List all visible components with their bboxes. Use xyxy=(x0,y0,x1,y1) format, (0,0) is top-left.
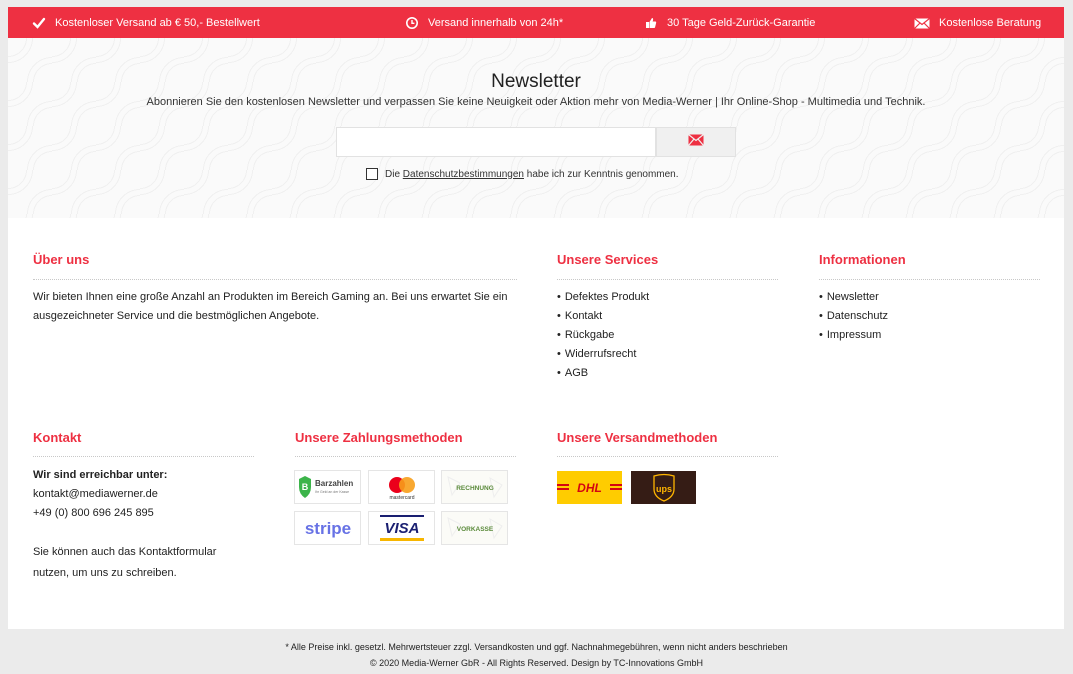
stripe-logo xyxy=(294,511,361,545)
services-list xyxy=(557,288,649,383)
copyright: © 2020 Media-Werner GbR - All Rights Reserved. Design by TC-Innovations GmbH xyxy=(370,658,703,668)
legal-footer xyxy=(0,629,1073,674)
usp-free-shipping-text: Kostenloser Versand ab € 50,- Bestellwert xyxy=(55,16,260,29)
contact-phone[interactable]: +49 (0) 800 696 245 895 xyxy=(33,507,154,519)
consent-checkbox[interactable] xyxy=(366,168,378,180)
envelope-icon xyxy=(914,16,930,30)
clock-icon xyxy=(405,16,419,30)
visa-logo xyxy=(368,511,435,545)
shipping-divider xyxy=(557,456,778,457)
about-heading: Über uns xyxy=(33,252,90,267)
privacy-policy-link[interactable]: Datenschutzbestimmungen xyxy=(402,168,524,180)
thumbs-up-icon xyxy=(644,16,658,30)
svg-text:B: B xyxy=(301,482,308,492)
dhl-logo xyxy=(557,471,622,504)
svg-text:VORKASSE: VORKASSE xyxy=(456,526,493,533)
consent-suffix: habe ich zur Kenntnis genommen. xyxy=(526,168,679,180)
svg-text:VISA: VISA xyxy=(383,520,420,537)
payment-heading: Unsere Zahlungsmethoden xyxy=(295,430,463,445)
legal-vat-note: * Alle Preise inkl. gesetzl. Mehrwertsteuer zzgl. Versandkosten und ggf. Nachnahmegebühren, wenn nicht anders beschrieben xyxy=(285,642,788,652)
usp-free-advice-text: Kostenlose Beratung xyxy=(939,16,1042,29)
page xyxy=(8,7,1064,629)
barzahlen-logo xyxy=(294,470,361,504)
newsletter-email-input[interactable] xyxy=(336,127,656,157)
info-heading: Informationen xyxy=(819,252,906,267)
usp-bar xyxy=(8,7,1064,38)
svg-text:ups: ups xyxy=(655,483,672,494)
usp-shipping-24h-text: Versand innerhalb von 24h* xyxy=(428,16,564,29)
services-item-withdrawal[interactable]: • Widerrufsrecht xyxy=(557,345,649,364)
usp-money-back-text: 30 Tage Geld-Zurück-Garantie xyxy=(667,16,816,29)
ups-logo xyxy=(631,471,696,504)
vorkasse-logo xyxy=(441,511,508,545)
services-item-return[interactable]: • Rückgabe xyxy=(557,326,649,345)
contact-heading: Kontakt xyxy=(33,430,82,445)
svg-text:DHL: DHL xyxy=(577,481,602,495)
newsletter-section xyxy=(8,38,1064,218)
info-item-newsletter[interactable]: • Newsletter xyxy=(819,288,888,307)
about-divider xyxy=(33,279,517,280)
services-divider xyxy=(557,279,778,280)
contact-note: Sie können auch das Kontaktformular nutzen, um uns zu schreiben. xyxy=(33,546,217,579)
envelope-icon xyxy=(688,133,704,151)
services-item-terms[interactable]: • AGB xyxy=(557,364,649,383)
info-item-imprint[interactable]: • Impressum xyxy=(819,326,888,345)
usp-free-advice xyxy=(914,7,1041,38)
info-divider xyxy=(819,279,1040,280)
usp-free-shipping xyxy=(32,7,260,38)
about-text: Wir bieten Ihnen eine große Anzahl an Produkten im Bereich Gaming an. Bei uns erwartet Sie ein ausgezeichneter Service und die bestmöglichen Angebote. xyxy=(33,291,508,322)
newsletter-consent xyxy=(366,168,679,180)
usp-shipping-24h xyxy=(405,7,563,38)
svg-text:mastercard: mastercard xyxy=(388,495,415,501)
services-item-contact[interactable]: • Kontakt xyxy=(557,307,649,326)
contact-email[interactable]: kontakt@mediawerner.de xyxy=(33,488,158,500)
usp-money-back xyxy=(644,7,815,38)
contact-divider xyxy=(33,456,254,457)
consent-prefix: Die xyxy=(385,168,401,180)
shipping-heading: Unsere Versandmethoden xyxy=(557,430,718,445)
svg-text:stripe: stripe xyxy=(304,519,351,538)
check-icon xyxy=(32,16,46,30)
svg-text:Barzahlen: Barzahlen xyxy=(314,479,353,488)
services-item-defective[interactable]: • Defektes Produkt xyxy=(557,288,649,307)
info-item-privacy[interactable]: • Datenschutz xyxy=(819,307,888,326)
svg-text:Ihr Geld an der Kasse: Ihr Geld an der Kasse xyxy=(314,490,349,494)
svg-text:RECHNUNG: RECHNUNG xyxy=(455,485,494,492)
payment-divider xyxy=(295,456,516,457)
mastercard-logo xyxy=(368,470,435,504)
newsletter-title: Newsletter xyxy=(491,71,581,92)
contact-reach-label: Wir sind erreichbar unter: xyxy=(33,469,168,481)
info-list xyxy=(819,288,888,345)
newsletter-subtitle: Abonnieren Sie den kostenlosen Newsletter und verpassen Sie keine Neuigkeit oder Aktion mehr von Media-Werner | Ihr Online-Shop - Multimedia und Technik. xyxy=(146,96,926,108)
services-heading: Unsere Services xyxy=(557,252,659,267)
newsletter-submit-button[interactable] xyxy=(656,127,736,157)
rechnung-logo xyxy=(441,470,508,504)
